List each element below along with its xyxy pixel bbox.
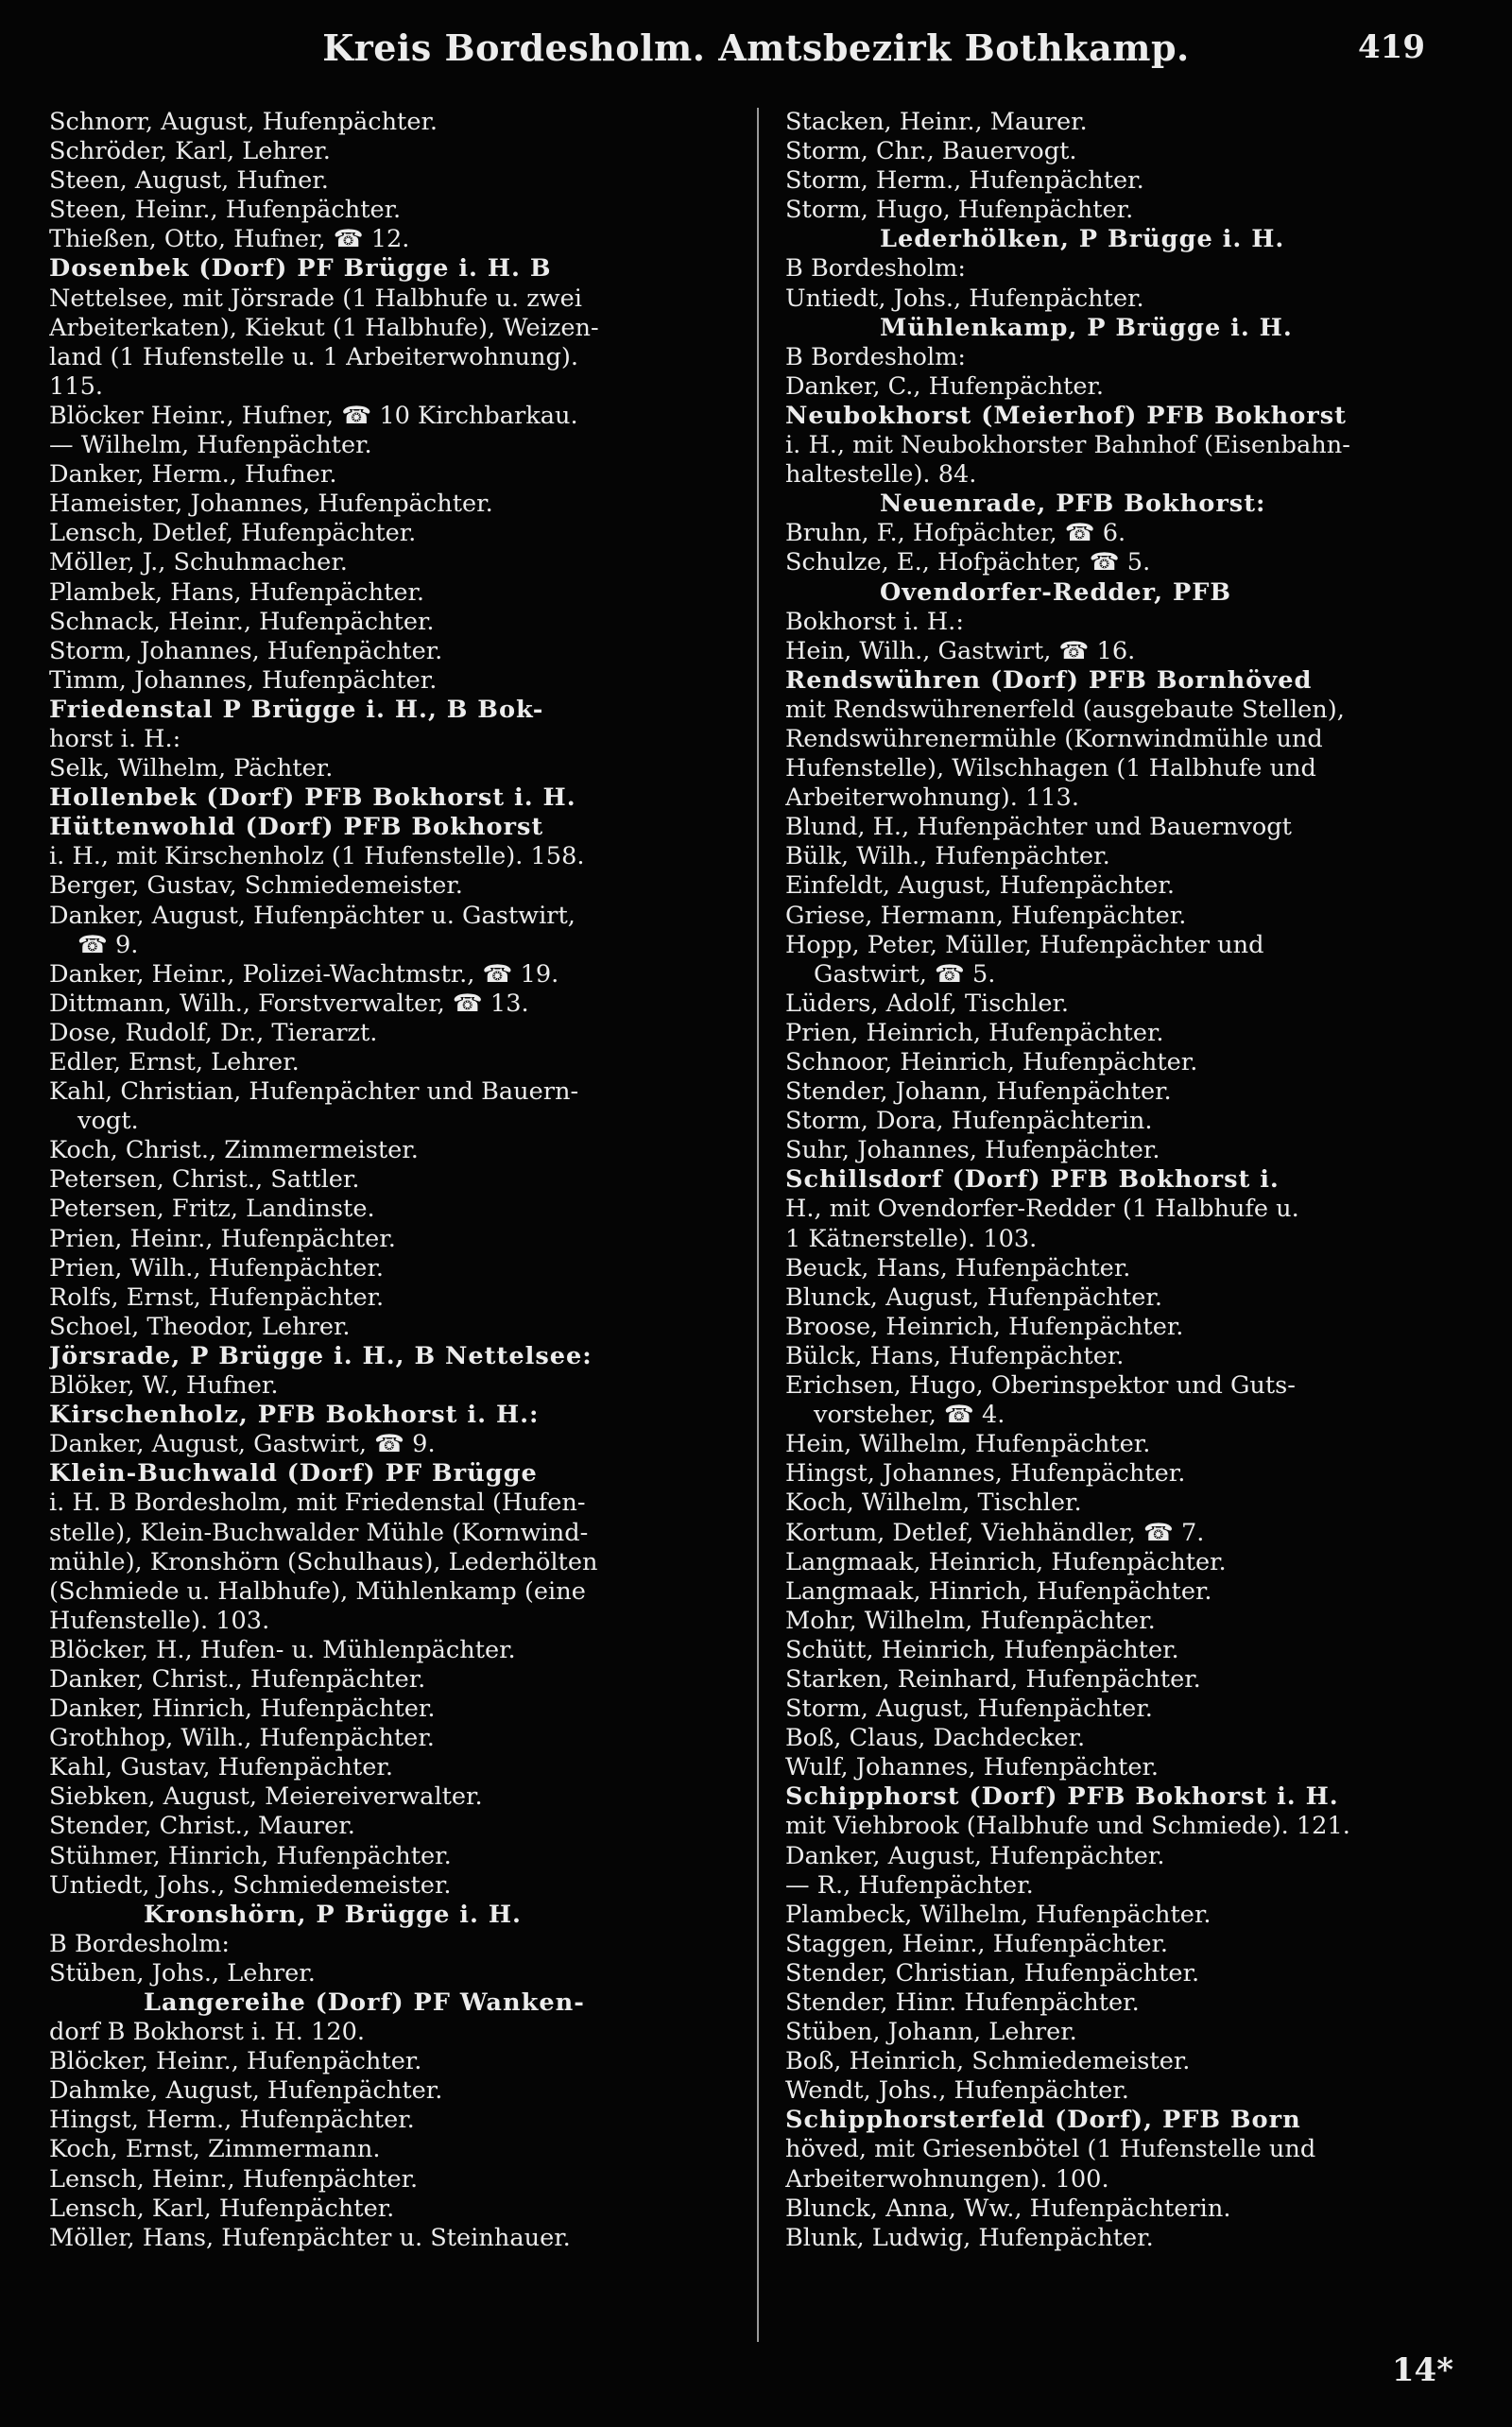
directory-entry: Langmaak, Heinrich, Hufenpächter. — [785, 1547, 1227, 1576]
directory-entry: Danker, Heinr., Polizei-Wachtmstr., ☎ 19. — [49, 959, 559, 989]
directory-entry: Lensch, Heinr., Hufenpächter. — [49, 2164, 419, 2194]
place-heading: Dosenbek (Dorf) PF Brügge i. H. B — [49, 254, 552, 284]
directory-entry: Untiedt, Johs., Schmiedemeister. — [49, 1870, 452, 1900]
directory-entry: Danker, August, Hufenpächter u. Gastwirt, — [49, 901, 576, 930]
directory-entry: Koch, Ernst, Zimmermann. — [49, 2135, 381, 2164]
entry-text: Nettelsee, mit Jörsrade (1 Halbhufe u. zwei — [49, 284, 582, 313]
directory-entry: Schoel, Theodor, Lehrer. — [49, 1312, 351, 1341]
entry-text: 1 Kätnerstelle). 103. — [785, 1224, 1038, 1253]
directory-entry: Prien, Wilh., Hufenpächter. — [49, 1253, 385, 1282]
directory-entry: Broose, Heinrich, Hufenpächter. — [785, 1312, 1184, 1341]
directory-entry: Staggen, Heinr., Hufenpächter. — [785, 1929, 1169, 1958]
entry-text: mit Viehbrook (Halbhufe und Schmiede). 121. — [785, 1812, 1350, 1841]
entry-text: 115. — [49, 371, 103, 401]
running-title: Kreis Bordesholm. Amtsbezirk Bothkamp. — [322, 26, 1190, 69]
place-heading: Langereihe (Dorf) PF Wanken- — [144, 1988, 585, 2017]
entry-text: haltestelle). 84. — [785, 460, 977, 490]
entry-text: stelle), Klein-Buchwalder Mühle (Kornwind- — [49, 1518, 589, 1547]
directory-entry: Dittmann, Wilh., Forstverwalter, ☎ 13. — [49, 989, 529, 1018]
directory-entry: Dose, Rudolf, Dr., Tierarzt. — [49, 1018, 378, 1047]
directory-entry: Bülck, Hans, Hufenpächter. — [785, 1341, 1125, 1370]
directory-entry: Kahl, Gustav, Hufenpächter. — [49, 1753, 393, 1782]
directory-entry: Rolfs, Ernst, Hufenpächter. — [49, 1282, 385, 1312]
directory-entry: Storm, Dora, Hufenpächterin. — [785, 1107, 1153, 1136]
place-heading: Hollenbek (Dorf) PFB Bokhorst i. H. — [49, 783, 576, 813]
directory-entry: Mohr, Wilhelm, Hufenpächter. — [785, 1606, 1156, 1635]
entry-text: Rendswührenermühle (Kornwindmühle und — [785, 724, 1323, 753]
entry-text: land (1 Hufenstelle u. 1 Arbeiterwohnung). — [49, 342, 579, 371]
directory-entry: Schütt, Heinrich, Hufenpächter. — [785, 1635, 1179, 1664]
directory-entry: Storm, Chr., Bauervogt. — [785, 137, 1077, 166]
directory-entry: Prien, Heinrich, Hufenpächter. — [785, 1018, 1164, 1047]
directory-entry: Beuck, Hans, Hufenpächter. — [785, 1253, 1131, 1282]
directory-entry: Blunck, August, Hufenpächter. — [785, 1282, 1162, 1312]
left-column — [49, 108, 757, 2342]
entry-text: H., mit Ovendorfer-Redder (1 Halbhufe u. — [785, 1195, 1299, 1224]
entry-text: Arbeiterkaten), Kiekut (1 Halbhufe), Weizen- — [49, 313, 599, 342]
directory-entry: Petersen, Christ., Sattler. — [49, 1165, 360, 1195]
directory-entry: Plambek, Hans, Hufenpächter. — [49, 577, 425, 607]
directory-entry: Schnack, Heinr., Hufenpächter. — [49, 607, 435, 636]
directory-entry: Lensch, Detlef, Hufenpächter. — [49, 519, 417, 548]
entry-text: B Bordesholm: — [785, 254, 967, 284]
directory-entry: Koch, Christ., Zimmermeister. — [49, 1136, 419, 1165]
directory-entry: Untiedt, Johs., Hufenpächter. — [785, 284, 1144, 313]
directory-entry: Blöcker Heinr., Hufner, ☎ 10 Kirchbarkau. — [49, 401, 578, 430]
directory-entry: Möller, J., Schuhmacher. — [49, 548, 348, 577]
place-heading: Kirschenholz, PFB Bokhorst i. H.: — [49, 1401, 540, 1430]
entry-text: vorsteher, ☎ 4. — [814, 1401, 1005, 1430]
directory-entry: Blöker, W., Hufner. — [49, 1371, 279, 1401]
entry-text: Hufenstelle). 103. — [49, 1606, 270, 1635]
entry-text: i. H. B Bordesholm, mit Friedenstal (Hufen- — [49, 1489, 586, 1518]
directory-entry: Storm, August, Hufenpächter. — [785, 1695, 1153, 1724]
directory-entry: Plambeck, Wilhelm, Hufenpächter. — [785, 1900, 1211, 1929]
page-header — [49, 26, 1463, 76]
directory-entry: Steen, Heinr., Hufenpächter. — [49, 196, 402, 225]
place-heading: Hüttenwohld (Dorf) PFB Bokhorst — [49, 813, 544, 842]
place-heading: Rendswühren (Dorf) PFB Bornhöved — [785, 665, 1313, 695]
directory-entry: Kahl, Christian, Hufenpächter und Bauern- — [49, 1077, 579, 1107]
directory-entry: Steen, August, Hufner. — [49, 166, 329, 196]
directory-entry: Storm, Johannes, Hufenpächter. — [49, 636, 443, 665]
directory-entry: Hein, Wilhelm, Hufenpächter. — [785, 1430, 1151, 1459]
directory-entry: Danker, August, Hufenpächter. — [785, 1841, 1165, 1870]
directory-entry: Siebken, August, Meiereiverwalter. — [49, 1782, 483, 1812]
entry-text: i. H., mit Neubokhorster Bahnhof (Eisenbahn- — [785, 431, 1350, 460]
entry-text: dorf B Bokhorst i. H. 120. — [49, 2018, 366, 2047]
place-heading: Mühlenkamp, P Brügge i. H. — [880, 313, 1293, 342]
place-heading: Klein-Buchwald (Dorf) PF Brügge — [49, 1459, 538, 1489]
directory-entry: Timm, Johannes, Hufenpächter. — [49, 665, 438, 695]
directory-entry: Lüders, Adolf, Tischler. — [785, 989, 1070, 1018]
place-heading: Schipphorsterfeld (Dorf), PFB Born — [785, 2106, 1301, 2135]
place-heading: Ovendorfer-Redder, PFB — [880, 577, 1232, 607]
entry-text: (Schmiede u. Halbhufe), Mühlenkamp (eine — [49, 1576, 586, 1606]
entry-text: Arbeiterwohnungen). 100. — [785, 2164, 1109, 2194]
right-column — [757, 108, 1465, 2342]
directory-entry: Hopp, Peter, Müller, Hufenpächter und — [785, 930, 1264, 959]
directory-entry: Suhr, Johannes, Hufenpächter. — [785, 1136, 1160, 1165]
place-heading: Jörsrade, P Brügge i. H., B Nettelsee: — [49, 1341, 593, 1370]
entry-text: mit Rendswührenerfeld (ausgebaute Stellen), — [785, 695, 1345, 724]
directory-entry: Stender, Christian, Hufenpächter. — [785, 1958, 1200, 1988]
entry-text: höved, mit Griesenbötel (1 Hufenstelle und — [785, 2135, 1316, 2164]
directory-entry: Blunck, Anna, Ww., Hufenpächterin. — [785, 2194, 1231, 2223]
entry-text: vogt. — [77, 1107, 139, 1136]
directory-entry: Schulze, E., Hofpächter, ☎ 5. — [785, 548, 1151, 577]
directory-entry: Starken, Reinhard, Hufenpächter. — [785, 1664, 1201, 1694]
entry-text: Bokhorst i. H.: — [785, 607, 964, 636]
directory-entry: Stender, Hinr. Hufenpächter. — [785, 1988, 1140, 2017]
place-heading: Kronshörn, P Brügge i. H. — [144, 1900, 522, 1929]
directory-entry: Hein, Wilh., Gastwirt, ☎ 16. — [785, 636, 1136, 665]
directory-entry: Möller, Hans, Hufenpächter u. Steinhauer. — [49, 2223, 571, 2252]
directory-entry: — R., Hufenpächter. — [785, 1870, 1034, 1900]
place-heading: Neuenrade, PFB Bokhorst: — [880, 490, 1266, 519]
place-heading: Schillsdorf (Dorf) PFB Bokhorst i. — [785, 1165, 1280, 1195]
directory-entry: Bruhn, F., Hofpächter, ☎ 6. — [785, 519, 1126, 548]
directory-entry: — Wilhelm, Hufenpächter. — [49, 431, 372, 460]
directory-entry: Schnoor, Heinrich, Hufenpächter. — [785, 1048, 1198, 1076]
directory-entry: Grothhop, Wilh., Hufenpächter. — [49, 1724, 435, 1753]
directory-entry: Blöcker, H., Hufen- u. Mühlenpächter. — [49, 1635, 516, 1664]
place-heading: Lederhölken, P Brügge i. H. — [880, 225, 1285, 254]
directory-entry: Selk, Wilhelm, Pächter. — [49, 754, 334, 783]
directory-entry: Wulf, Johannes, Hufenpächter. — [785, 1753, 1160, 1782]
directory-entry: Storm, Herm., Hufenpächter. — [785, 166, 1144, 196]
entry-text: ☎ 9. — [77, 930, 139, 959]
entry-text: B Bordesholm: — [49, 1929, 231, 1958]
directory-entry: Dahmke, August, Hufenpächter. — [49, 2076, 443, 2106]
signature-mark: 14* — [1391, 2351, 1453, 2389]
directory-entry: Bülk, Wilh., Hufenpächter. — [785, 842, 1110, 871]
entry-text: Gastwirt, ☎ 5. — [814, 959, 996, 989]
directory-entry: Stender, Christ., Maurer. — [49, 1812, 355, 1841]
directory-entry: Griese, Hermann, Hufenpächter. — [785, 901, 1187, 930]
directory-entry: Stüben, Johs., Lehrer. — [49, 1958, 316, 1988]
directory-entry: Stacken, Heinr., Maurer. — [785, 108, 1088, 136]
directory-entry: Danker, Herm., Hufner. — [49, 460, 337, 490]
directory-entry: Danker, Hinrich, Hufenpächter. — [49, 1695, 436, 1724]
entry-text: horst i. H.: — [49, 724, 181, 753]
directory-entry: Wendt, Johs., Hufenpächter. — [785, 2076, 1129, 2106]
directory-entry: Storm, Hugo, Hufenpächter. — [785, 196, 1134, 225]
entry-text: Hufenstelle), Wilschhagen (1 Halbhufe und — [785, 754, 1316, 783]
directory-entry: Boß, Claus, Dachdecker. — [785, 1724, 1086, 1753]
directory-entry: Hingst, Herm., Hufenpächter. — [49, 2106, 415, 2135]
directory-entry: Blöcker, Heinr., Hufenpächter. — [49, 2047, 422, 2076]
directory-entry: Erichsen, Hugo, Oberinspektor und Guts- — [785, 1371, 1296, 1401]
directory-entry: Schnorr, August, Hufenpächter. — [49, 108, 438, 136]
directory-entry: Stühmer, Hinrich, Hufenpächter. — [49, 1841, 452, 1870]
place-heading: Neubokhorst (Meierhof) PFB Bokhorst — [785, 401, 1348, 430]
directory-entry: Kortum, Detlef, Viehhändler, ☎ 7. — [785, 1518, 1205, 1547]
place-heading: Friedenstal P Brügge i. H., B Bok- — [49, 695, 544, 724]
directory-entry: Lensch, Karl, Hufenpächter. — [49, 2194, 395, 2223]
directory-entry: Hingst, Johannes, Hufenpächter. — [785, 1459, 1186, 1489]
place-heading: Schipphorst (Dorf) PFB Bokhorst i. H. — [785, 1782, 1339, 1812]
entry-text: mühle), Kronshörn (Schulhaus), Lederhölten — [49, 1547, 598, 1576]
directory-entry: Edler, Ernst, Lehrer. — [49, 1048, 300, 1076]
entry-text: Arbeiterwohnung). 113. — [785, 783, 1079, 813]
directory-entry: Koch, Wilhelm, Tischler. — [785, 1489, 1082, 1518]
directory-entry: Berger, Gustav, Schmiedemeister. — [49, 871, 463, 901]
entry-text: i. H., mit Kirschenholz (1 Hufenstelle). 158. — [49, 842, 585, 871]
directory-entry: Blunk, Ludwig, Hufenpächter. — [785, 2223, 1154, 2252]
directory-entry: Petersen, Fritz, Landinste. — [49, 1195, 375, 1224]
directory-entry: Stüben, Johann, Lehrer. — [785, 2018, 1077, 2047]
directory-entry: Danker, August, Gastwirt, ☎ 9. — [49, 1430, 436, 1459]
directory-entry: Prien, Heinr., Hufenpächter. — [49, 1224, 396, 1253]
directory-entry: Thießen, Otto, Hufner, ☎ 12. — [49, 225, 410, 254]
directory-entry: Stender, Johann, Hufenpächter. — [785, 1077, 1172, 1107]
directory-entry: Blund, H., Hufenpächter und Bauernvogt — [785, 813, 1292, 842]
directory-entry: Schröder, Karl, Lehrer. — [49, 137, 331, 166]
entry-text: B Bordesholm: — [785, 342, 967, 371]
directory-entry: Boß, Heinrich, Schmiedemeister. — [785, 2047, 1191, 2076]
directory-entry: Hameister, Johannes, Hufenpächter. — [49, 490, 493, 519]
directory-entry: Danker, C., Hufenpächter. — [785, 371, 1105, 401]
directory-entry: Danker, Christ., Hufenpächter. — [49, 1664, 426, 1694]
directory-entry: Einfeldt, August, Hufenpächter. — [785, 871, 1175, 901]
page-number: 419 — [1358, 28, 1425, 66]
directory-entry: Langmaak, Hinrich, Hufenpächter. — [785, 1576, 1212, 1606]
text-columns — [49, 108, 1465, 2342]
